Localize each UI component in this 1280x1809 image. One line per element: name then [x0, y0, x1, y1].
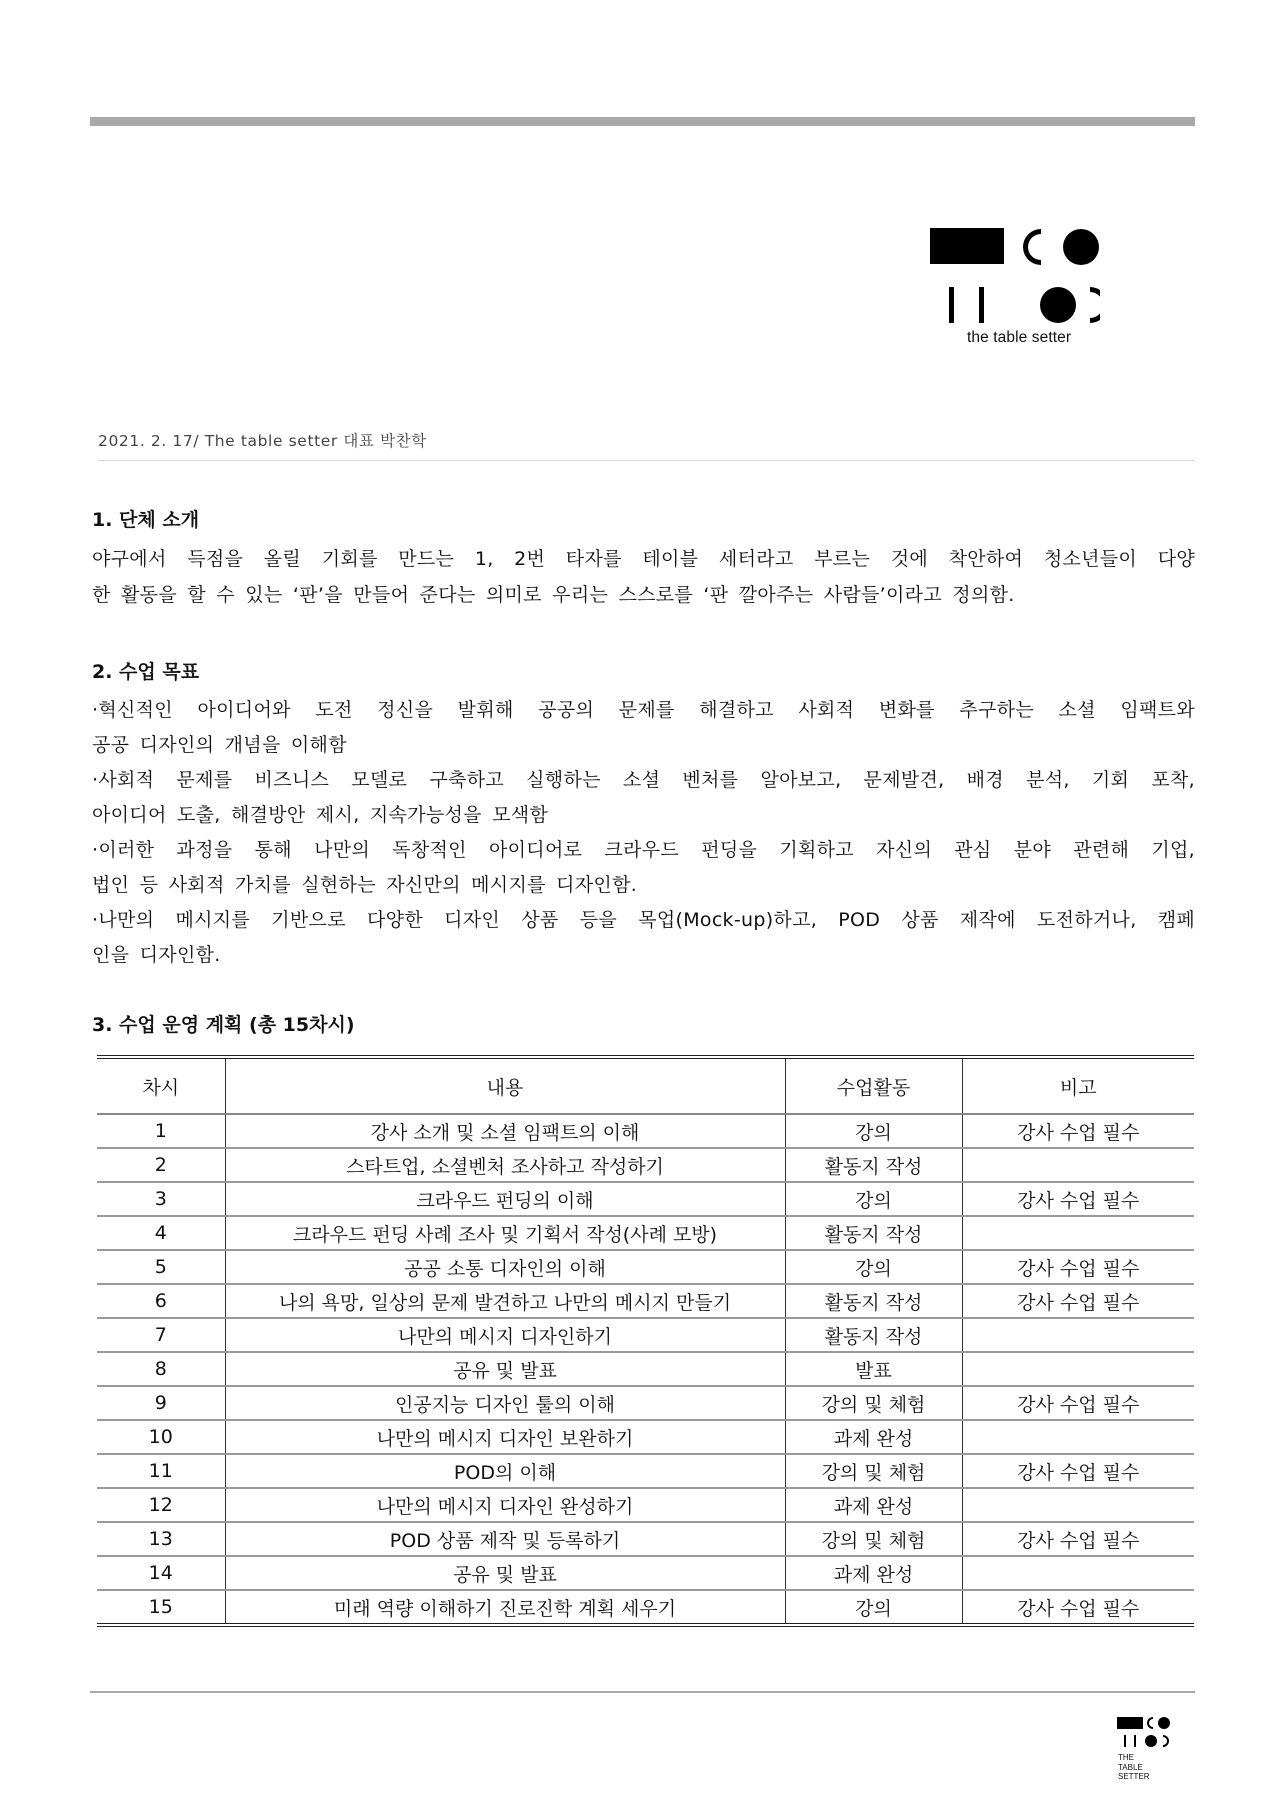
paragraph-line: 야구에서 득점을 올릴 기회를 만드는 1, 2번 타자를 테이블 세터라고 부르는 것에 착안하여 청소년들이 다양	[92, 548, 1195, 570]
cell-activity: 과제 완성	[785, 1488, 962, 1522]
paragraph-line: 한 활동을 할 수 있는 ‘판’을 만들어 준다는 의미로 우리는 스스로를 ‘판 깔아주는 사람들’이라고 정의함.	[92, 584, 1015, 606]
section-title-organization: 1. 단체 소개	[92, 509, 200, 531]
cell-content: 나만의 메시지 디자인 완성하기	[225, 1488, 785, 1522]
cell-session: 7	[97, 1318, 225, 1352]
goal-line: ·나만의 메시지를 기반으로 다양한 디자인 상품 등을 목업(Mock-up)하고, POD 상품 제작에 도전하거나, 캠페	[92, 909, 1195, 931]
cell-session: 5	[97, 1250, 225, 1284]
cell-session: 1	[97, 1114, 225, 1148]
table-row	[97, 1590, 1194, 1625]
table-row	[97, 1216, 1194, 1250]
cell-content: 공공 소통 디자인의 이해	[225, 1250, 785, 1284]
goal-line: ·혁신적인 아이디어와 도전 정신을 발휘해 공공의 문제를 해결하고 사회적 변화를 추구하는 소셜 임팩트와	[92, 699, 1195, 721]
cell-session: 12	[97, 1488, 225, 1522]
caption-line: SETTER	[1118, 1772, 1150, 1781]
table-row	[97, 1250, 1194, 1284]
cell-session: 10	[97, 1420, 225, 1454]
cell-content: 미래 역량 이해하기 진로진학 계획 세우기	[225, 1590, 785, 1625]
cell-session: 4	[97, 1216, 225, 1250]
header-session: 차시	[97, 1057, 225, 1114]
table-row	[97, 1114, 1194, 1148]
table-setter-logo	[930, 225, 1095, 350]
goal-line: 인을 디자인함.	[92, 944, 221, 966]
cell-note: 강사 수업 필수	[962, 1250, 1194, 1284]
table-body	[97, 1114, 1194, 1625]
cell-activity: 활동지 작성	[785, 1318, 962, 1352]
header-activity: 수업활동	[785, 1057, 962, 1114]
footer-logo	[1115, 1715, 1185, 1795]
cell-activity: 강의	[785, 1182, 962, 1216]
cell-activity: 발표	[785, 1352, 962, 1386]
logo-rectangle-shape	[930, 228, 1004, 264]
table-row	[97, 1522, 1194, 1556]
cell-note	[962, 1420, 1194, 1454]
cell-note: 강사 수업 필수	[962, 1114, 1194, 1148]
cell-note: 강사 수업 필수	[962, 1522, 1194, 1556]
table-row	[97, 1284, 1194, 1318]
cell-session: 6	[97, 1284, 225, 1318]
section-title-goals: 2. 수업 목표	[92, 661, 200, 683]
date-author-line: 2021. 2. 17/ The table setter 대표 박찬학	[98, 432, 427, 450]
cell-session: 13	[97, 1522, 225, 1556]
logo-caption: the table setter	[967, 329, 1072, 346]
cell-activity: 과제 완성	[785, 1420, 962, 1454]
table-row	[97, 1352, 1194, 1386]
cell-content: POD의 이해	[225, 1454, 785, 1488]
cell-session: 3	[97, 1182, 225, 1216]
table-row	[97, 1318, 1194, 1352]
cell-note	[962, 1556, 1194, 1590]
header-content: 내용	[225, 1057, 785, 1114]
goal-line: 공공 디자인의 개념을 이해함	[92, 734, 347, 756]
cell-content: 크라우드 펀딩의 이해	[225, 1182, 785, 1216]
table-row	[97, 1386, 1194, 1420]
cell-activity: 강의 및 체험	[785, 1522, 962, 1556]
cell-activity: 강의	[785, 1114, 962, 1148]
goal-line: ·이러한 과정을 통해 나만의 독창적인 아이디어로 크라우드 펀딩을 기획하고 자신의 관심 분야 관련해 기업,	[92, 839, 1195, 861]
cell-content: 스타트업, 소셜벤처 조사하고 작성하기	[225, 1148, 785, 1182]
cell-session: 2	[97, 1148, 225, 1182]
cell-content: 강사 소개 및 소셜 임팩트의 이해	[225, 1114, 785, 1148]
cell-session: 8	[97, 1352, 225, 1386]
logo-bar-right	[979, 287, 984, 323]
section-title-plan: 3. 수업 운영 계획 (총 15차시)	[92, 1014, 355, 1036]
cell-activity: 강의 및 체험	[785, 1454, 962, 1488]
cell-content: 나만의 메시지 디자인하기	[225, 1318, 785, 1352]
cell-note: 강사 수업 필수	[962, 1284, 1194, 1318]
table-row	[97, 1488, 1194, 1522]
logo-bottom-shapes	[1040, 285, 1100, 325]
cell-note: 강사 수업 필수	[962, 1182, 1194, 1216]
class-plan-table	[97, 1055, 1194, 1627]
cell-content: POD 상품 제작 및 등록하기	[225, 1522, 785, 1556]
cell-activity: 활동지 작성	[785, 1148, 962, 1182]
cell-session: 14	[97, 1556, 225, 1590]
goal-line: 법인 등 사회적 가치를 실현하는 자신만의 메시지를 디자인함.	[92, 874, 638, 896]
footer-logo-shapes	[1115, 1715, 1175, 1751]
cell-activity: 과제 완성	[785, 1556, 962, 1590]
cell-content: 나만의 메시지 디자인 보완하기	[225, 1420, 785, 1454]
caption-line: THE	[1118, 1753, 1134, 1762]
logo-top-shapes	[1022, 227, 1102, 267]
cell-activity: 활동지 작성	[785, 1216, 962, 1250]
cell-session: 11	[97, 1454, 225, 1488]
cell-note	[962, 1318, 1194, 1352]
cell-note: 강사 수업 필수	[962, 1386, 1194, 1420]
cell-session: 15	[148, 1596, 173, 1618]
cell-note	[962, 1148, 1194, 1182]
table-row	[97, 1556, 1194, 1590]
table-row	[97, 1148, 1194, 1182]
cell-note	[962, 1216, 1194, 1250]
cell-note	[962, 1488, 1194, 1522]
top-rule	[90, 117, 1195, 126]
header-note: 비고	[962, 1057, 1194, 1114]
cell-content: 공유 및 발표	[225, 1556, 785, 1590]
table-row	[97, 1182, 1194, 1216]
date-underline	[98, 460, 1194, 461]
cell-activity: 활동지 작성	[785, 1284, 962, 1318]
footer-logo-caption	[1118, 1753, 1150, 1782]
cell-activity: 강의 및 체험	[785, 1386, 962, 1420]
cell-content: 크라우드 펀딩 사례 조사 및 기획서 작성(사례 모방)	[225, 1216, 785, 1250]
goal-line: 아이디어 도출, 해결방안 제시, 지속가능성을 모색함	[92, 804, 549, 826]
cell-content: 인공지능 디자인 툴의 이해	[225, 1386, 785, 1420]
logo-bar-left	[949, 287, 954, 323]
cell-activity: 강의	[785, 1250, 962, 1284]
cell-note	[962, 1352, 1194, 1386]
cell-content: 나의 욕망, 일상의 문제 발견하고 나만의 메시지 만들기	[225, 1284, 785, 1318]
cell-note: 강사 수업 필수	[962, 1590, 1194, 1625]
cell-note: 강사 수업 필수	[962, 1454, 1194, 1488]
table-header-row	[97, 1057, 1194, 1114]
footer-rule	[90, 1691, 1195, 1693]
caption-line: TABLE	[1118, 1762, 1143, 1772]
table-row	[97, 1454, 1194, 1488]
cell-content: 공유 및 발표	[225, 1352, 785, 1386]
cell-session: 9	[97, 1386, 225, 1420]
table-row	[97, 1420, 1194, 1454]
goal-line: ·사회적 문제를 비즈니스 모델로 구축하고 실행하는 소셜 벤처를 알아보고, 문제발견, 배경 분석, 기회 포착,	[92, 769, 1195, 791]
cell-activity: 강의	[785, 1590, 962, 1625]
